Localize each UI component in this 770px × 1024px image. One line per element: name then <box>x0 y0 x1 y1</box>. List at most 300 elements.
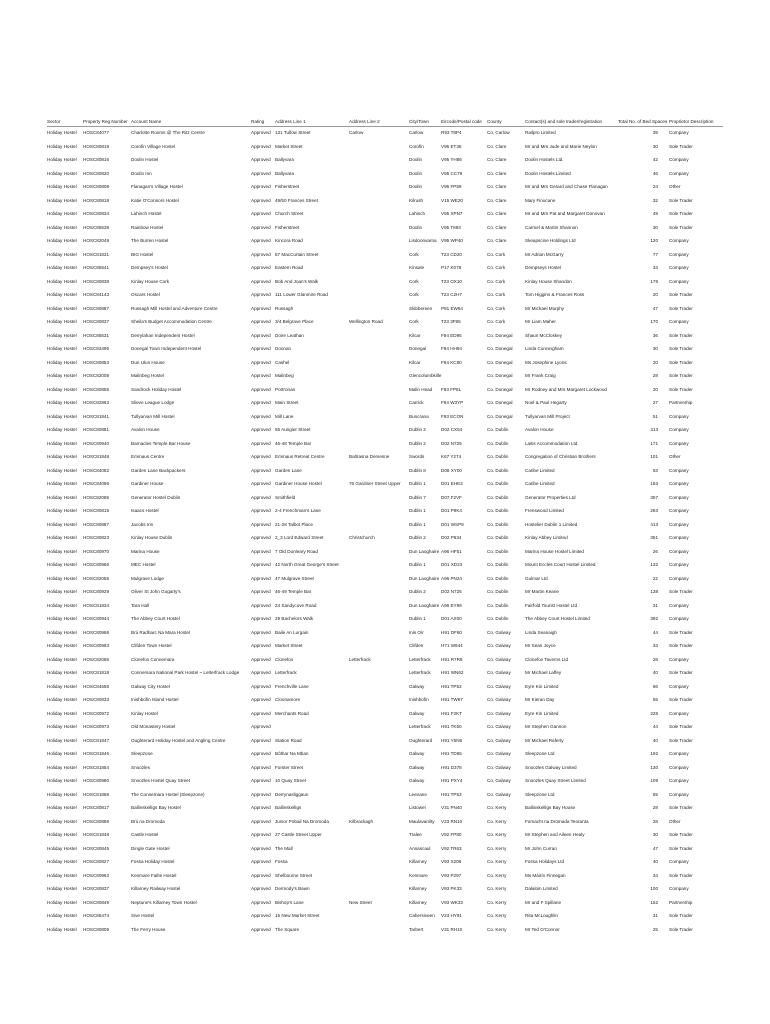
cell-county: Co. Clare <box>487 184 507 189</box>
cell-sector: Holiday Hostel <box>47 737 77 743</box>
cell-reg-number: HOSC80929 <box>83 589 110 594</box>
cell-address-line-2: 76 Gardiner Street Upper <box>349 481 401 486</box>
cell-county: Co. Kerry <box>487 872 507 878</box>
cell-sector: Holiday Hostel <box>47 643 77 648</box>
cell-sector: Holiday Hostel <box>47 913 77 918</box>
cell-contact: Mr Sean Joyce <box>525 643 556 648</box>
cell-county: Co. Clare <box>487 143 507 149</box>
cell-reg-number: HOSC80887 <box>83 305 110 311</box>
cell-county: Co. Kerry <box>487 899 507 905</box>
cell-address-line-1: Ballinskelligs <box>275 805 302 810</box>
cell-account-name: Killarney Railway Hostel <box>131 886 181 891</box>
cell-county: Co. Galway <box>487 643 511 648</box>
cell-bed-spaces: 36 <box>652 332 658 338</box>
cell-county: Co. Dublin <box>487 440 509 446</box>
table-row <box>47 573 723 587</box>
cell-eircode: V95 FP59 <box>441 184 462 189</box>
cell-sector: Holiday Hostel <box>47 521 77 527</box>
cell-proprietor-description: Sole Trader <box>669 292 693 297</box>
cell-bed-spaces: 28 <box>652 656 658 662</box>
cell-sector: Holiday Hostel <box>47 508 77 513</box>
cell-account-name: Neptune's Killarney Town Hostel <box>131 899 197 905</box>
table-row <box>47 802 723 816</box>
cell-proprietor-description: Sole Trader <box>669 737 693 743</box>
cell-eircode: H91 TW97 <box>441 697 463 702</box>
cell-eircode: H91 TP53 <box>441 683 462 689</box>
cell-county: Co. Dublin <box>487 427 509 432</box>
cell-sector: Holiday Hostel <box>47 332 77 338</box>
cell-contact: Sleepzone Ltd <box>525 791 555 797</box>
cell-address-line-1: Shelbourne Street <box>275 872 313 878</box>
cell-rating: Approved <box>251 197 271 203</box>
cell-city-town: Kilcar <box>409 332 421 338</box>
cell-proprietor-description: Company <box>669 481 689 486</box>
cell-reg-number: HOSC81818 <box>83 670 110 675</box>
table-row <box>47 127 723 141</box>
cell-county: Co. Donegal <box>487 400 513 405</box>
table-row <box>47 667 723 681</box>
cell-eircode: D02 CX54 <box>441 427 463 432</box>
cell-sector: Holiday Hostel <box>47 683 77 689</box>
cell-account-name: Old Monastery Hostel <box>131 724 176 729</box>
cell-sector: Holiday Hostel <box>47 265 77 270</box>
cell-bed-spaces: 130 <box>650 764 658 770</box>
cell-address-line-1: Gardiner House Hostel <box>275 481 322 486</box>
table-row <box>47 397 723 411</box>
cell-contact: Carmel & Martin Shannon <box>525 224 578 230</box>
cell-proprietor-description: Sole Trader <box>669 724 693 729</box>
cell-bed-spaces: 40 <box>652 859 658 864</box>
cell-county: Co. Galway <box>487 737 511 743</box>
cell-rating: Approved <box>251 265 271 270</box>
cell-city-town: Letterfrack <box>409 656 431 662</box>
cell-proprietor-description: Company <box>669 467 689 473</box>
cell-address-line-1: Emmaus Retreat Centre <box>275 454 325 459</box>
cell-reg-number: HOSC82085 <box>83 494 110 500</box>
cell-contact: Avalon House <box>525 427 554 432</box>
cell-reg-number: HOSC83495 <box>83 346 110 351</box>
cell-account-name: Rainbow Hostel <box>131 224 164 230</box>
cell-reg-number: HOSC84077 <box>83 130 110 135</box>
cell-rating: Approved <box>251 278 271 284</box>
cell-proprietor-description: Sole Trader <box>669 697 693 702</box>
cell-eircode: T23 OX10 <box>441 278 462 284</box>
cell-city-town: Cork <box>409 292 419 297</box>
cell-account-name: Slieve League Lodge <box>131 400 175 405</box>
cell-address-line-1: 111 Lower Glanmire Road <box>275 292 328 297</box>
cell-account-name: Dun Ulun House <box>131 359 165 365</box>
cell-address-line-1: 2-4 Frenchman's Lane <box>275 508 321 513</box>
cell-address-line-1: Frenchville Lane <box>275 683 309 689</box>
cell-address-line-1: Junior Pobail Na Dromoda <box>275 818 329 824</box>
cell-address-line-1: 42 North Great George's Street <box>275 562 339 567</box>
cell-county: Co. Dublin <box>487 616 509 621</box>
cell-reg-number: HOSC80973 <box>83 724 110 729</box>
table-row <box>47 208 723 222</box>
cell-city-town: Dublin 1 <box>409 481 426 486</box>
cell-contact: The Abbey Court Hostel Limited <box>525 616 590 621</box>
cell-contact: Kinlay Abbey Limited <box>525 535 568 540</box>
cell-contact: Skeapscine Holdings Ltd <box>525 238 576 243</box>
cell-account-name: BIG Hostel <box>131 251 154 257</box>
cell-county: Co. Dublin <box>487 481 509 486</box>
cell-account-name: Generator Hostel Dublin <box>131 494 181 500</box>
cell-county: Co. Galway <box>487 791 511 797</box>
cell-eircode: H91 Y5N6 <box>441 737 463 743</box>
cell-contact: Snoozles Quay Street Limited <box>525 778 586 783</box>
cell-eircode: F94 HH94 <box>441 346 462 351</box>
cell-county: Co. Donegal <box>487 359 513 365</box>
table-row <box>47 883 723 897</box>
cell-city-town: Carlow <box>409 130 424 135</box>
cell-eircode: H91 TD65 <box>441 751 462 756</box>
cell-city-town: Listowel <box>409 805 426 810</box>
cell-bed-spaces: 228 <box>650 710 658 716</box>
cell-contact: Fomacht na Dromada Teoranta <box>525 818 589 824</box>
cell-account-name: Flanagan's Village Hostel <box>131 184 183 189</box>
cell-rating: Approved <box>251 494 271 500</box>
cell-account-name: Doolin Hostel <box>131 157 159 162</box>
table-row <box>47 438 723 452</box>
cell-county: Co. Galway <box>487 683 511 689</box>
column-header-reg-number: Property Reg Number <box>83 119 128 124</box>
cell-rating: Approved <box>251 548 271 554</box>
cell-sector: Holiday Hostel <box>47 832 77 837</box>
cell-proprietor-description: Sole Trader <box>669 913 693 918</box>
cell-bed-spaces: 30 <box>652 143 658 149</box>
cell-contact: Mr Liam Maher <box>525 319 556 324</box>
cell-reg-number: HOSC80817 <box>83 805 110 810</box>
cell-account-name: Gardiner House <box>131 481 164 486</box>
cell-reg-number: HOSC80837 <box>83 886 110 891</box>
cell-account-name: The Connemara Hostel (Sleepzone) <box>131 791 205 797</box>
cell-reg-number: HOSC81848 <box>83 454 110 459</box>
cell-reg-number: HOSC80818 <box>83 197 110 203</box>
cell-rating: Approved <box>251 913 271 918</box>
cell-sector: Holiday Hostel <box>47 589 77 594</box>
cell-city-town: Lahinch <box>409 211 426 216</box>
cell-rating: Approved <box>251 926 271 932</box>
cell-rating: Approved <box>251 413 271 419</box>
cell-city-town: Cork <box>409 319 419 324</box>
cell-sector: Holiday Hostel <box>47 656 77 662</box>
cell-reg-number: HOSC85541 <box>83 265 110 270</box>
cell-bed-spaces: 42 <box>652 157 658 162</box>
table-row <box>47 789 723 803</box>
cell-proprietor-description: Company <box>669 683 689 689</box>
cell-reg-number: HOSC80816 <box>83 157 110 162</box>
cell-city-town: Dublin 1 <box>409 616 426 621</box>
cell-proprietor-description: Company <box>669 170 689 176</box>
cell-rating: Approved <box>251 872 271 878</box>
table-row <box>47 600 723 614</box>
cell-address-line-2: Wellington Road <box>349 319 383 324</box>
cell-rating: Approved <box>251 386 271 392</box>
cell-county: Co. Galway <box>487 697 511 702</box>
cell-reg-number: HOSC81868 <box>83 791 110 797</box>
cell-contact: Mary Finucane <box>525 197 556 203</box>
cell-proprietor-description: Company <box>669 548 689 554</box>
table-row <box>47 370 723 384</box>
cell-eircode: V92 TR63 <box>441 845 462 851</box>
cell-county: Co. Clare <box>487 211 507 216</box>
cell-account-name: Sheila's Budget Accommodation Centre <box>131 319 212 324</box>
cell-city-town: Cork <box>409 251 419 257</box>
cell-contact: Frenswood Limited <box>525 508 564 513</box>
cell-bed-spaces: 35 <box>652 130 658 135</box>
column-header-address-line-1: Address Line 1 <box>275 119 306 124</box>
cell-bed-spaces: 33 <box>652 265 658 270</box>
cell-sector: Holiday Hostel <box>47 494 77 500</box>
cell-proprietor-description: Company <box>669 265 689 270</box>
cell-account-name: Malinbeg Hostel <box>131 373 164 378</box>
cell-bed-spaces: 30 <box>652 832 658 837</box>
cell-county: Co. Dublin <box>487 575 509 581</box>
cell-address-line-1: Market Street <box>275 643 303 648</box>
cell-bed-spaces: 20 <box>652 359 658 365</box>
cell-rating: Approved <box>251 602 271 608</box>
cell-city-town: Kinsale <box>409 265 425 270</box>
cell-county: Co. Kerry <box>487 805 507 810</box>
cell-bed-spaces: 47 <box>652 305 658 311</box>
cell-city-town: Dublin 2 <box>409 535 426 540</box>
cell-reg-number: HOSC81846 <box>83 751 110 756</box>
cell-city-town: Killarney <box>409 886 427 891</box>
cell-proprietor-description: Sole Trader <box>669 589 693 594</box>
cell-address-line-1: Main Street <box>275 400 299 405</box>
cell-rating: Approved <box>251 710 271 716</box>
cell-eircode: F93 FP8L <box>441 386 462 392</box>
cell-address-line-1: 15 New Market Street <box>275 913 320 918</box>
cell-rating: Approved <box>251 251 271 257</box>
cell-sector: Holiday Hostel <box>47 481 77 486</box>
cell-rating: Approved <box>251 143 271 149</box>
cell-reg-number: HOSC81831 <box>83 251 110 257</box>
table-row <box>47 829 723 843</box>
cell-reg-number: HOSC80838 <box>83 278 110 284</box>
cell-reg-number: HOSC80980 <box>83 778 110 783</box>
table-row <box>47 546 723 560</box>
cell-bed-spaces: 44 <box>652 629 658 635</box>
cell-sector: Holiday Hostel <box>47 238 77 243</box>
cell-sector: Holiday Hostel <box>47 278 77 284</box>
cell-account-name: Emmaus Centre <box>131 454 165 459</box>
cell-address-line-1: 46-49 Temple Bar <box>275 589 312 594</box>
cell-county: Co. Clare <box>487 170 507 176</box>
cell-proprietor-description: Company <box>669 535 689 540</box>
cell-proprietor-description: Company <box>669 764 689 770</box>
cell-bed-spaces: 101 <box>650 454 658 459</box>
cell-proprietor-description: Sole Trader <box>669 926 693 932</box>
cell-address-line-1: Station Road <box>275 737 302 743</box>
cell-bed-spaces: 28 <box>652 373 658 378</box>
table-row <box>47 843 723 857</box>
cell-address-line-1: Cloonamore <box>275 697 301 702</box>
cell-sector: Holiday Hostel <box>47 373 77 378</box>
cell-eircode: D02 N725 <box>441 440 462 446</box>
cell-eircode: V95 XPN7 <box>441 211 463 216</box>
cell-bed-spaces: 413 <box>650 521 658 527</box>
cell-account-name: Clifden Town Hostel <box>131 643 172 648</box>
cell-account-name: Ballinskelligs Bay Hostel <box>131 805 181 810</box>
cell-eircode: V31 RH10 <box>441 926 463 932</box>
cell-bed-spaces: 53 <box>652 467 658 473</box>
cell-county: Co. Cork <box>487 292 506 297</box>
cell-address-line-1: 7 Old Dunleary Road <box>275 548 318 554</box>
cell-contact: Mr and Mrs Jude and Marie Neylon <box>525 143 597 149</box>
cell-eircode: V31 PN40 <box>441 805 462 810</box>
cell-eircode: D08 XY00 <box>441 467 462 473</box>
cell-proprietor-description: Company <box>669 130 689 135</box>
table-row <box>47 195 723 209</box>
cell-bed-spaces: 178 <box>650 278 658 284</box>
cell-contact: Shaun McCloskey <box>525 332 563 338</box>
cell-sector: Holiday Hostel <box>47 845 77 851</box>
cell-proprietor-description: Sole Trader <box>669 872 693 878</box>
cell-rating: Approved <box>251 899 271 905</box>
cell-eircode: H71 W944 <box>441 643 463 648</box>
cell-contact: Mr Stephen and Aileen Healy <box>525 832 585 837</box>
cell-sector: Holiday Hostel <box>47 670 77 675</box>
cell-bed-spaces: 65 <box>652 791 658 797</box>
cell-rating: Approved <box>251 751 271 756</box>
cell-address-line-2: New Street <box>349 899 372 905</box>
cell-county: Co. Donegal <box>487 373 513 378</box>
cell-reg-number: HOSC84082 <box>83 467 110 473</box>
cell-county: Co. Kerry <box>487 818 507 824</box>
cell-bed-spaces: 55 <box>652 697 658 702</box>
cell-account-name: Oliver St John Gogarty's <box>131 589 181 594</box>
cell-sector: Holiday Hostel <box>47 440 77 446</box>
cell-city-town: Galway <box>409 751 425 756</box>
cell-county: Co. Kerry <box>487 845 507 851</box>
cell-reg-number: HOSC81854 <box>83 764 110 770</box>
cell-contact: Eyre Kin Limited <box>525 683 559 689</box>
cell-rating: Approved <box>251 535 271 540</box>
cell-sector: Holiday Hostel <box>47 386 77 392</box>
table-row <box>47 235 723 249</box>
cell-contact: Mr Adrian McGarry <box>525 251 564 257</box>
cell-proprietor-description: Sole Trader <box>669 305 693 311</box>
cell-rating: Approved <box>251 629 271 635</box>
cell-eircode: V23 HY91 <box>441 913 462 918</box>
cell-account-name: Charlotte Rooms @ The Ritz Centre <box>131 130 205 135</box>
cell-address-line-1: Market Street <box>275 143 303 149</box>
cell-eircode: F93 ECON <box>441 413 464 419</box>
cell-sector: Holiday Hostel <box>47 535 77 540</box>
cell-rating: Approved <box>251 332 271 338</box>
cell-account-name: The Abbey Court Hostel <box>131 616 180 621</box>
cell-reg-number: HOSC81834 <box>83 602 110 608</box>
table-row <box>47 154 723 168</box>
cell-contact: Hostelier Dublin 1 Limited <box>525 521 578 527</box>
cell-account-name: Russagh Mill Hostel and Adventure Centre <box>131 305 218 311</box>
cell-contact: Mr Michael Laffey <box>525 670 562 675</box>
cell-rating: Approved <box>251 818 271 824</box>
cell-address-line-1: Doonan <box>275 346 292 351</box>
cell-address-line-1: 21-28 Talbot Place <box>275 521 313 527</box>
cell-eircode: V95 WP40 <box>441 238 463 243</box>
cell-reg-number: HOSC80886 <box>83 818 110 824</box>
cell-sector: Holiday Hostel <box>47 791 77 797</box>
cell-city-town: Dublin 2 <box>409 589 426 594</box>
cell-reg-number: HOSC81848 <box>83 832 110 837</box>
cell-city-town: Letterfrack <box>409 670 431 675</box>
cell-rating: Approved <box>251 481 271 486</box>
cell-address-line-1: Portronan <box>275 386 296 392</box>
cell-contact: Doolin Hostels Ltd. <box>525 157 564 162</box>
table-row <box>47 357 723 371</box>
cell-account-name: Oughterard Holiday Hostel and Angling Centre <box>131 737 226 743</box>
column-header-proprietor-description: Proprietor Description <box>669 119 714 124</box>
cell-proprietor-description: Sole Trader <box>669 197 693 203</box>
cell-proprietor-description: Company <box>669 251 689 257</box>
cell-city-town: Carrick <box>409 400 424 405</box>
cell-eircode: D01 EHE3 <box>441 481 463 486</box>
cell-address-line-1: Merchants Road <box>275 710 309 716</box>
cell-eircode: V95 T893 <box>441 224 461 230</box>
cell-address-line-1: 29 Bachelors Walk <box>275 616 314 621</box>
cell-county: Co. Galway <box>487 778 511 783</box>
cell-sector: Holiday Hostel <box>47 130 77 135</box>
table-row <box>47 249 723 263</box>
cell-account-name: Tara Hall <box>131 602 150 608</box>
table-row <box>47 897 723 911</box>
cell-city-town: Kenmare <box>409 872 428 878</box>
cell-proprietor-description: Sole Trader <box>669 805 693 810</box>
cell-city-town: Dublin 1 <box>409 508 426 513</box>
cell-account-name: Inishbofin Island Hostel <box>131 697 179 702</box>
cell-reg-number: HOSC80983 <box>83 643 110 648</box>
cell-county: Co. Dublin <box>487 508 509 513</box>
cell-reg-number: HOSC80815 <box>83 508 110 513</box>
cell-eircode: H91 DF80 <box>441 629 462 635</box>
cell-bed-spaces: 170 <box>650 319 658 324</box>
cell-contact: Linda Cunningham <box>525 346 564 351</box>
cell-proprietor-description: Other <box>669 184 681 189</box>
cell-city-town: Skibbereen <box>409 305 433 311</box>
cell-account-name: Snoozles <box>131 764 150 770</box>
cell-proprietor-description: Sole Trader <box>669 643 693 648</box>
cell-rating: Approved <box>251 562 271 567</box>
cell-bed-spaces: 20 <box>652 292 658 297</box>
cell-eircode: V93 P297 <box>441 872 462 878</box>
cell-county: Co. Donegal <box>487 413 513 419</box>
cell-bed-spaces: 22 <box>652 575 658 581</box>
cell-proprietor-description: Company <box>669 494 689 500</box>
cell-contact: Fairfold Tourist Hostel Ltd <box>525 602 577 608</box>
cell-county: Co. Cork <box>487 319 506 324</box>
cell-city-town: Kilcar <box>409 359 421 365</box>
cell-rating: Approved <box>251 656 271 662</box>
cell-proprietor-description: Sole Trader <box>669 332 693 338</box>
cell-eircode: H91 D378 <box>441 764 462 770</box>
cell-reg-number: HOSC85538 <box>83 224 110 230</box>
cell-rating: Approved <box>251 292 271 297</box>
cell-reg-number: HOSC81841 <box>83 413 110 419</box>
cell-eircode: V23 RN10 <box>441 818 463 824</box>
table-row <box>47 141 723 155</box>
cell-contact: Clonefox Taverns Ltd <box>525 656 569 662</box>
cell-sector: Holiday Hostel <box>47 211 77 216</box>
cell-rating: Approved <box>251 359 271 365</box>
cell-proprietor-description: Company <box>669 616 689 621</box>
cell-address-line-1: Fisherstreet <box>275 224 300 230</box>
cell-account-name: Castle Hostel <box>131 832 159 837</box>
cell-address-line-1: 2_3 Lord Edward Street <box>275 535 324 540</box>
cell-account-name: Connemara National Park Hostel ~ Letterfrack Lodge <box>131 670 240 675</box>
cell-county: Co. Dublin <box>487 548 509 554</box>
